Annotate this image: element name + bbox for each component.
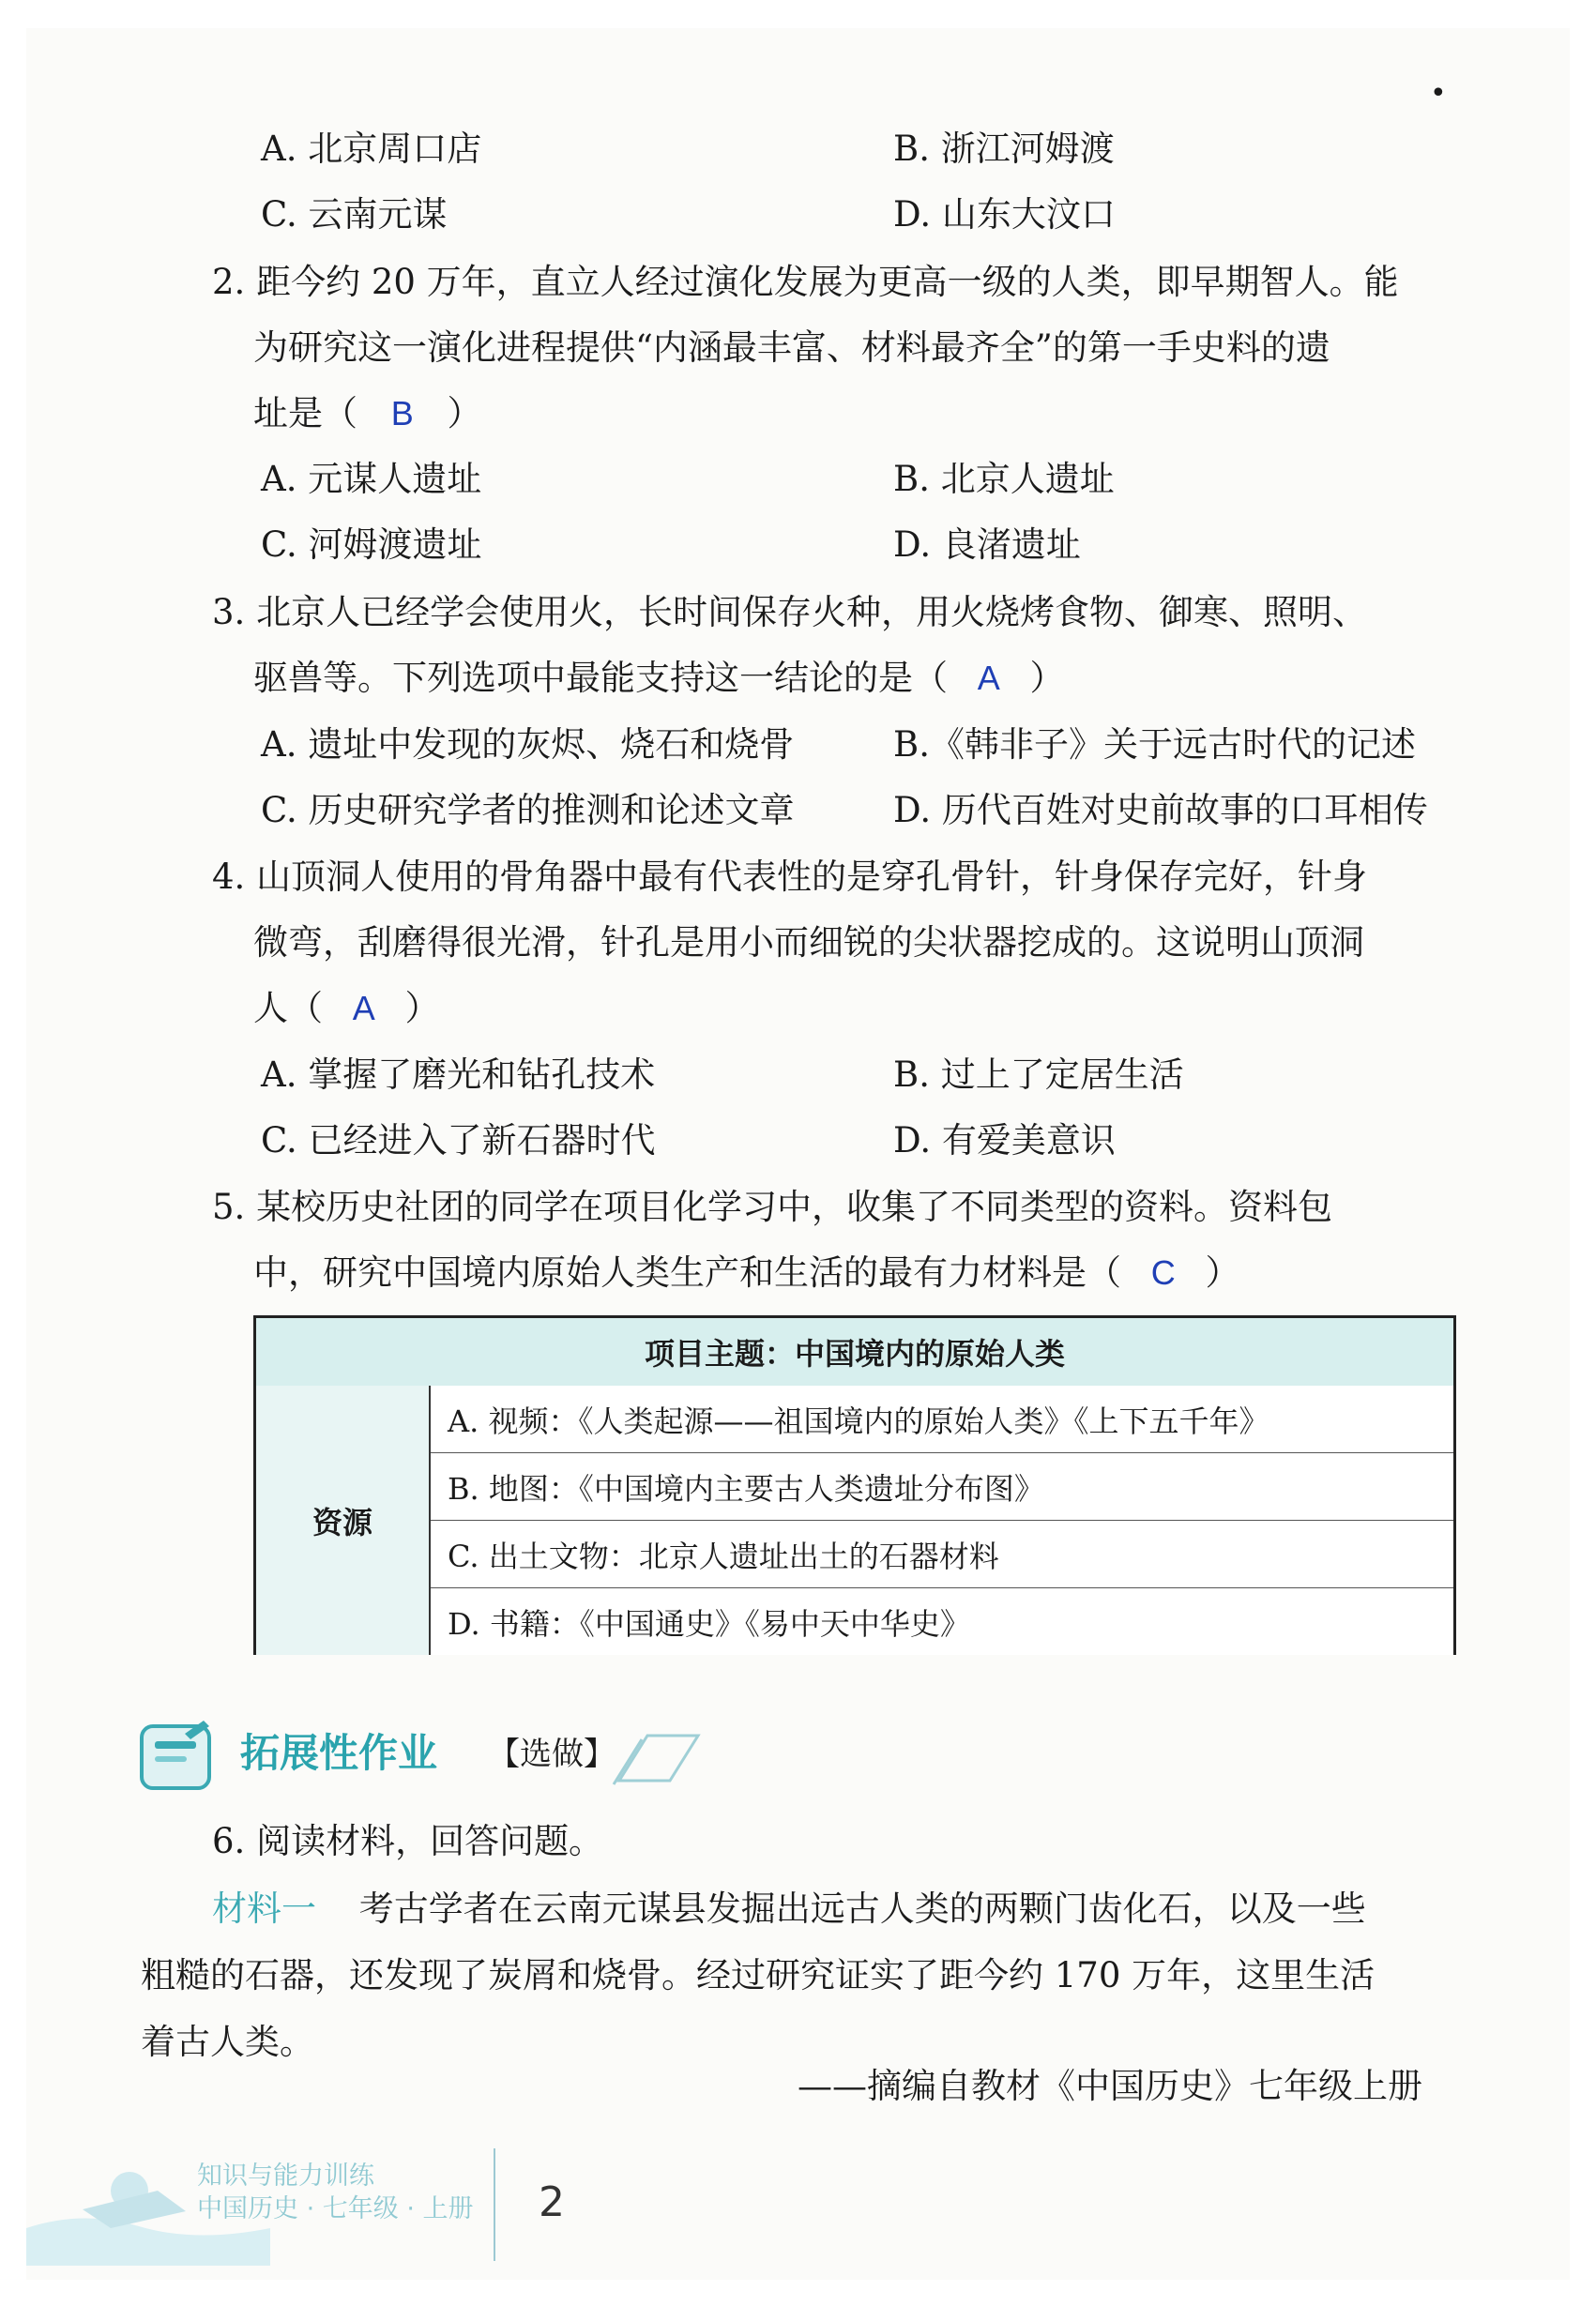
q2-option-c: C. 河姆渡遗址 bbox=[261, 524, 482, 565]
q4-answer: A bbox=[352, 989, 375, 1027]
q1-option-c: C. 云南元谋 bbox=[261, 194, 448, 235]
section-title: 拓展性作业 bbox=[240, 1730, 438, 1776]
section-subtitle: 【选做】 bbox=[488, 1736, 616, 1773]
q3-line2 bbox=[253, 658, 1065, 698]
q4-line2: 微弯，刮磨得很光滑，针孔是用小而细锐的尖状器挖成的。这说明山顶洞 bbox=[253, 922, 1364, 963]
q6-material-line3: 着古人类。 bbox=[141, 2022, 314, 2062]
book-title bbox=[197, 2160, 474, 2225]
table-row: C. 出土文物：北京人遗址出土的石器材料 bbox=[431, 1521, 1453, 1588]
q2-answer: B bbox=[390, 394, 414, 432]
q4-line1: 4. 山顶洞人使用的骨角器中最有代表性的是穿孔骨针，针身保存完好，针身 bbox=[212, 857, 1368, 897]
q4-option-d: D. 有爱美意识 bbox=[893, 1120, 1116, 1161]
q2-line3-prefix: 址是（ bbox=[253, 393, 357, 433]
q6-material-line2: 粗糙的石器，还发现了炭屑和烧骨。经过研究证实了距今约 170 万年，这里生活 bbox=[141, 1955, 1376, 1995]
q2-line2: 为研究这一演化进程提供“内涵最丰富、材料最齐全”的第一手史料的遗 bbox=[253, 327, 1330, 368]
q1-option-d: D. 山东大汶口 bbox=[893, 194, 1116, 235]
q3-option-a: A. 遗址中发现的灰烬、烧石和烧骨 bbox=[261, 724, 795, 765]
q3-line2-prefix: 驱兽等。下列选项中最能支持这一结论的是（ bbox=[253, 658, 948, 698]
page-dot: • bbox=[1430, 77, 1447, 110]
q3-answer: A bbox=[977, 659, 1000, 697]
q6-source: ——摘编自教材《中国历史》七年级上册 bbox=[798, 2066, 1422, 2106]
table-left-label: 资源 bbox=[256, 1386, 431, 1655]
q2-option-d: D. 良渚遗址 bbox=[893, 524, 1081, 565]
resource-table bbox=[253, 1315, 1456, 1655]
q4-line3 bbox=[253, 988, 440, 1028]
q3-option-b: B.《韩非子》关于远古时代的记述 bbox=[893, 724, 1416, 765]
q4-option-c: C. 已经进入了新石器时代 bbox=[261, 1120, 656, 1161]
q1-option-b: B. 浙江河姆渡 bbox=[893, 129, 1115, 169]
q6-material-line1 bbox=[212, 1889, 1366, 1929]
q2-line3 bbox=[253, 393, 482, 433]
q3-line2-suffix: ） bbox=[1029, 658, 1065, 698]
q4-line3-suffix: ） bbox=[404, 988, 440, 1028]
q5-answer: C bbox=[1150, 1253, 1176, 1292]
q5-line2-suffix: ） bbox=[1205, 1252, 1240, 1293]
q6-line1: 6. 阅读材料，回答问题。 bbox=[212, 1821, 604, 1861]
q3-option-d: D. 历代百姓对史前故事的口耳相传 bbox=[893, 790, 1428, 830]
q4-option-b: B. 过上了定居生活 bbox=[893, 1054, 1184, 1095]
pencil-decoration-icon bbox=[610, 1726, 704, 1786]
q1-option-a: A. 北京周口店 bbox=[261, 129, 482, 169]
material-text-1: 考古学者在云南元谋县发掘出远古人类的两颗门齿化石，以及一些 bbox=[358, 1889, 1366, 1929]
page-number: 2 bbox=[539, 2178, 565, 2226]
q5-line2 bbox=[253, 1252, 1240, 1293]
table-row: B. 地图：《中国境内主要古人类遗址分布图》 bbox=[431, 1453, 1453, 1521]
q4-option-a: A. 掌握了磨光和钻孔技术 bbox=[261, 1054, 656, 1095]
book-title-line2: 中国历史 · 七年级 · 上册 bbox=[197, 2194, 474, 2224]
table-header: 项目主题：中国境内的原始人类 bbox=[256, 1318, 1453, 1388]
q5-line1: 5. 某校历史社团的同学在项目化学习中，收集了不同类型的资料。资料包 bbox=[212, 1187, 1333, 1227]
q3-line1: 3. 北京人已经学会使用火，长时间保存火种，用火烧烤食物、御寒、照明、 bbox=[212, 592, 1368, 632]
q2-line1: 2. 距今约 20 万年，直立人经过演化发展为更高一级的人类，即早期智人。能 bbox=[212, 262, 1399, 302]
table-row: D. 书籍：《中国通史》《易中天中华史》 bbox=[431, 1588, 1453, 1655]
q2-line3-suffix: ） bbox=[447, 393, 482, 433]
footer-divider bbox=[494, 2148, 495, 2261]
material-label: 材料一 bbox=[212, 1889, 316, 1929]
homework-icon bbox=[138, 1717, 215, 1794]
q2-option-a: A. 元谋人遗址 bbox=[261, 459, 482, 499]
q3-option-c: C. 历史研究学者的推测和论述文章 bbox=[261, 790, 795, 830]
q2-option-b: B. 北京人遗址 bbox=[893, 459, 1115, 499]
table-row: A. 视频：《人类起源——祖国境内的原始人类》《上下五千年》 bbox=[431, 1386, 1453, 1453]
q4-line3-prefix: 人（ bbox=[253, 988, 323, 1028]
q5-line2-prefix: 中，研究中国境内原始人类生产和生活的最有力材料是（ bbox=[253, 1252, 1121, 1293]
book-title-line1: 知识与能力训练 bbox=[197, 2162, 374, 2191]
